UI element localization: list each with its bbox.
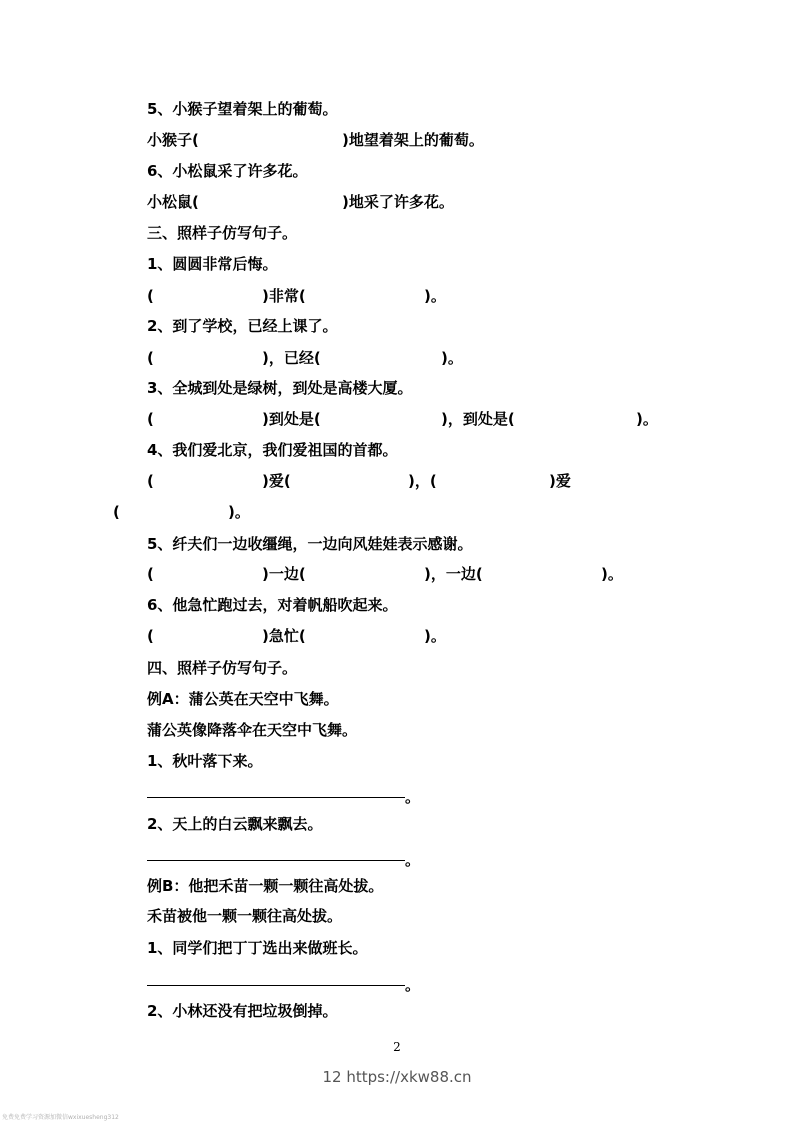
example-a-answer xyxy=(0,715,794,745)
s4-q3-prompt-text-0: 1、同学们把丁丁选出来做班长。 xyxy=(147,939,368,957)
watermark-text: 免费免费学习资源加微信wxixuesheng312 xyxy=(2,1114,119,1121)
s3-q1-answer-text-0: ( xyxy=(147,287,154,305)
s3-q3-answer xyxy=(0,404,794,434)
s3-q2-answer-text-1: )，已经( xyxy=(262,349,321,367)
s3-q5-answer-text-3: )。 xyxy=(601,565,623,583)
s4-q3-prompt xyxy=(0,933,794,963)
s4-q2-prompt-text-0: 2、天上的白云飘来飘去。 xyxy=(147,815,323,833)
s3-q6-prompt xyxy=(0,590,794,620)
s3-q3-answer-text-1: )到处是( xyxy=(262,410,321,428)
q5-answer xyxy=(0,125,794,155)
s3-q1-answer-text-2: )。 xyxy=(424,287,446,305)
s3-q3-prompt xyxy=(0,373,794,403)
s3-q4-prompt-text-0: 4、我们爱北京，我们爱祖国的首都。 xyxy=(147,441,398,459)
s4-q3-answer-line-period: 。 xyxy=(405,976,421,994)
s4-q4-prompt xyxy=(0,996,794,1026)
example-b-answer-text-0: 禾苗被他一颗一颗往高处拔。 xyxy=(147,907,343,925)
s3-q2-answer-text-0: ( xyxy=(147,349,154,367)
section-3-title-text-0: 三、照样子仿写句子。 xyxy=(147,224,298,242)
s3-q4-answer xyxy=(0,466,794,496)
s3-q2-prompt-text-0: 2、到了学校，已经上课了。 xyxy=(147,317,338,335)
s3-q5-answer xyxy=(0,559,794,589)
s3-q6-answer xyxy=(0,621,794,651)
s4-q3-answer-line[interactable] xyxy=(147,985,405,986)
s3-q4-answer-cont xyxy=(0,497,794,527)
page-number: 2 xyxy=(393,1040,401,1054)
s3-q3-answer-text-0: ( xyxy=(147,410,154,428)
s3-q4-prompt xyxy=(0,435,794,465)
s3-q5-answer-text-1: )一边( xyxy=(262,565,306,583)
s3-q3-answer-text-2: )，到处是( xyxy=(441,410,515,428)
section-3-title xyxy=(0,218,794,248)
s3-q1-prompt xyxy=(0,249,794,279)
s4-q2-answer-line[interactable] xyxy=(147,860,405,861)
section-4-title xyxy=(0,653,794,683)
example-a-text-0: 例A：蒲公英在天空中飞舞。 xyxy=(147,690,339,708)
q6-prompt-text-0: 6、小松鼠采了许多花。 xyxy=(147,162,308,180)
example-a-answer-text-0: 蒲公英像降落伞在天空中飞舞。 xyxy=(147,721,358,739)
example-b xyxy=(0,871,794,901)
section-4-title-text-0: 四、照样子仿写句子。 xyxy=(147,659,298,677)
s3-q4-answer-text-3: )爱 xyxy=(549,472,571,490)
s4-q4-prompt-text-0: 2、小林还没有把垃圾倒掉。 xyxy=(147,1002,338,1020)
s3-q5-prompt xyxy=(0,529,794,559)
q6-answer-text-1: )地采了许多花。 xyxy=(342,193,454,211)
s3-q3-answer-text-3: )。 xyxy=(636,410,658,428)
s3-q3-prompt-text-0: 3、全城到处是绿树，到处是高楼大厦。 xyxy=(147,379,413,397)
q6-prompt xyxy=(0,156,794,186)
s3-q1-answer-text-1: )非常( xyxy=(262,287,306,305)
q5-prompt xyxy=(0,94,794,124)
s3-q4-answer-text-0: ( xyxy=(147,472,154,490)
q6-answer-text-0: 小松鼠( xyxy=(147,193,199,211)
s4-q1-answer-line[interactable] xyxy=(147,797,405,798)
s4-q1-answer-line-period: 。 xyxy=(405,788,421,806)
s3-q6-prompt-text-0: 6、他急忙跑过去，对着帆船吹起来。 xyxy=(147,596,398,614)
example-b-answer xyxy=(0,901,794,931)
s3-q2-prompt xyxy=(0,311,794,341)
s3-q2-answer-text-2: )。 xyxy=(441,349,463,367)
s3-q5-answer-text-2: )，一边( xyxy=(424,565,483,583)
s3-q2-answer xyxy=(0,343,794,373)
s3-q1-prompt-text-0: 1、圆圆非常后悔。 xyxy=(147,255,278,273)
s3-q4-answer-text-2: )，( xyxy=(408,472,437,490)
example-b-text-0: 例B：他把禾苗一颗一颗往高处拔。 xyxy=(147,877,384,895)
s4-q2-prompt xyxy=(0,809,794,839)
s3-q4-answer-cont-text-0: ( xyxy=(113,503,120,521)
q5-answer-text-1: )地望着架上的葡萄。 xyxy=(342,131,484,149)
s4-q2-answer-line-period: 。 xyxy=(405,851,421,869)
footer-url: 12 https://xkw88.cn xyxy=(322,1068,472,1086)
s3-q6-answer-text-0: ( xyxy=(147,627,154,645)
s3-q4-answer-text-1: )爱( xyxy=(262,472,291,490)
example-a xyxy=(0,684,794,714)
s3-q6-answer-text-1: )急忙( xyxy=(262,627,306,645)
s3-q1-answer xyxy=(0,281,794,311)
q6-answer xyxy=(0,187,794,217)
q5-prompt-text-0: 5、小猴子望着架上的葡萄。 xyxy=(147,100,338,118)
s3-q6-answer-text-2: )。 xyxy=(424,627,446,645)
s3-q4-answer-cont-text-1: )。 xyxy=(228,503,250,521)
s4-q1-prompt-text-0: 1、秋叶落下来。 xyxy=(147,752,263,770)
q5-answer-text-0: 小猴子( xyxy=(147,131,199,149)
s3-q5-answer-text-0: ( xyxy=(147,565,154,583)
s3-q5-prompt-text-0: 5、纤夫们一边收缰绳，一边向风娃娃表示感谢。 xyxy=(147,535,473,553)
s4-q1-prompt xyxy=(0,746,794,776)
